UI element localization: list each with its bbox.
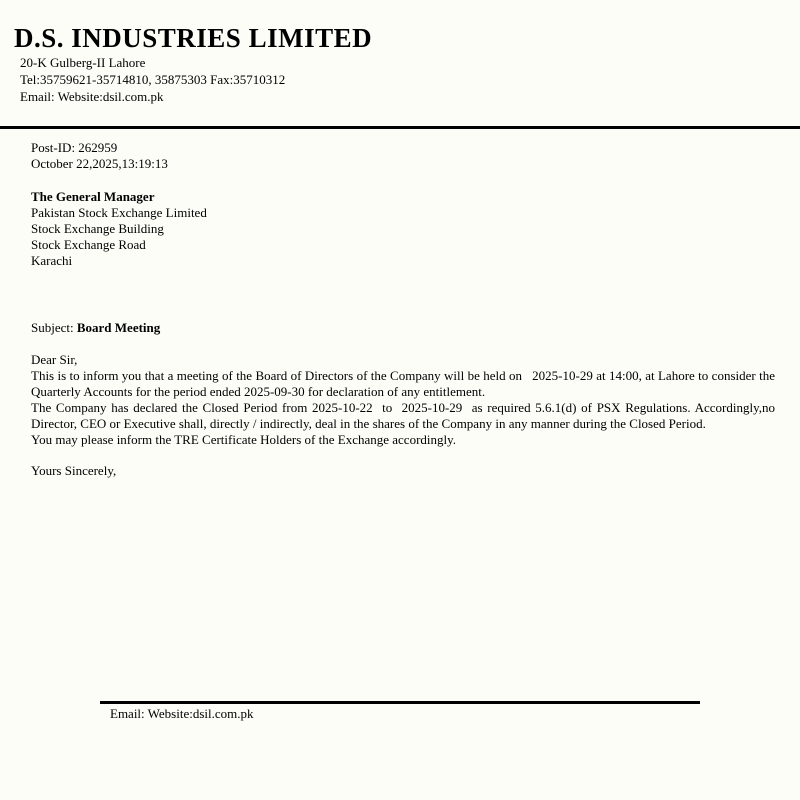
page-footer bbox=[0, 701, 800, 722]
meta-block bbox=[31, 140, 775, 172]
letterhead-address-line: 20-K Gulberg-II Lahore bbox=[20, 55, 146, 70]
salutation: Dear Sir, bbox=[31, 352, 78, 367]
recipient-line: Karachi bbox=[31, 253, 73, 268]
recipient-title: The General Manager bbox=[31, 189, 155, 204]
subject-text: Board Meeting bbox=[76, 320, 161, 335]
footer-email-line: Email: Website:dsil.com.pk bbox=[110, 706, 254, 721]
datetime-line: October 22,2025,13:19:13 bbox=[31, 156, 168, 171]
recipient-block bbox=[31, 189, 775, 269]
recipient-line: Pakistan Stock Exchange Limited bbox=[31, 205, 207, 220]
letterhead-phone-line: Tel:35759621-35714810, 35875303 Fax:35710312 bbox=[20, 72, 286, 87]
subject-label: Subject: bbox=[31, 320, 77, 335]
post-id-line: Post-ID: 262959 bbox=[31, 140, 118, 155]
header-divider-line bbox=[0, 126, 800, 129]
footer-divider-line bbox=[100, 701, 700, 704]
paragraph-meeting-notice: This is to inform you that a meeting of the Board of Directors of the Company will be held on 2025-10-29 at 14:00, at Lahore to consider the Quarterly Accounts for the period ended 2025-09-30 for declaration of any entitlement. bbox=[31, 368, 779, 399]
closing-line: Yours Sincerely, bbox=[31, 463, 117, 478]
letter-body bbox=[0, 140, 800, 479]
recipient-line: Stock Exchange Road bbox=[31, 237, 146, 252]
recipient-line: Stock Exchange Building bbox=[31, 221, 164, 236]
letterhead bbox=[0, 0, 800, 105]
letterhead-email-line: Email: Website:dsil.com.pk bbox=[20, 89, 164, 104]
paragraph-closed-period: The Company has declared the Closed Period from 2025-10-22 to 2025-10-29 as required 5.6.1(d) of PSX Regulations. Accordingly,no Director, CEO or Executive shall, directly / indirectly, deal in the shares of the Company in any manner during the Closed Period. bbox=[31, 400, 779, 431]
letterhead-address-block bbox=[14, 54, 800, 105]
company-name: D.S. INDUSTRIES LIMITED bbox=[14, 23, 373, 53]
subject-line bbox=[31, 320, 775, 336]
paragraph-tre-holders: You may please inform the TRE Certificate Holders of the Exchange accordingly. bbox=[31, 432, 457, 447]
